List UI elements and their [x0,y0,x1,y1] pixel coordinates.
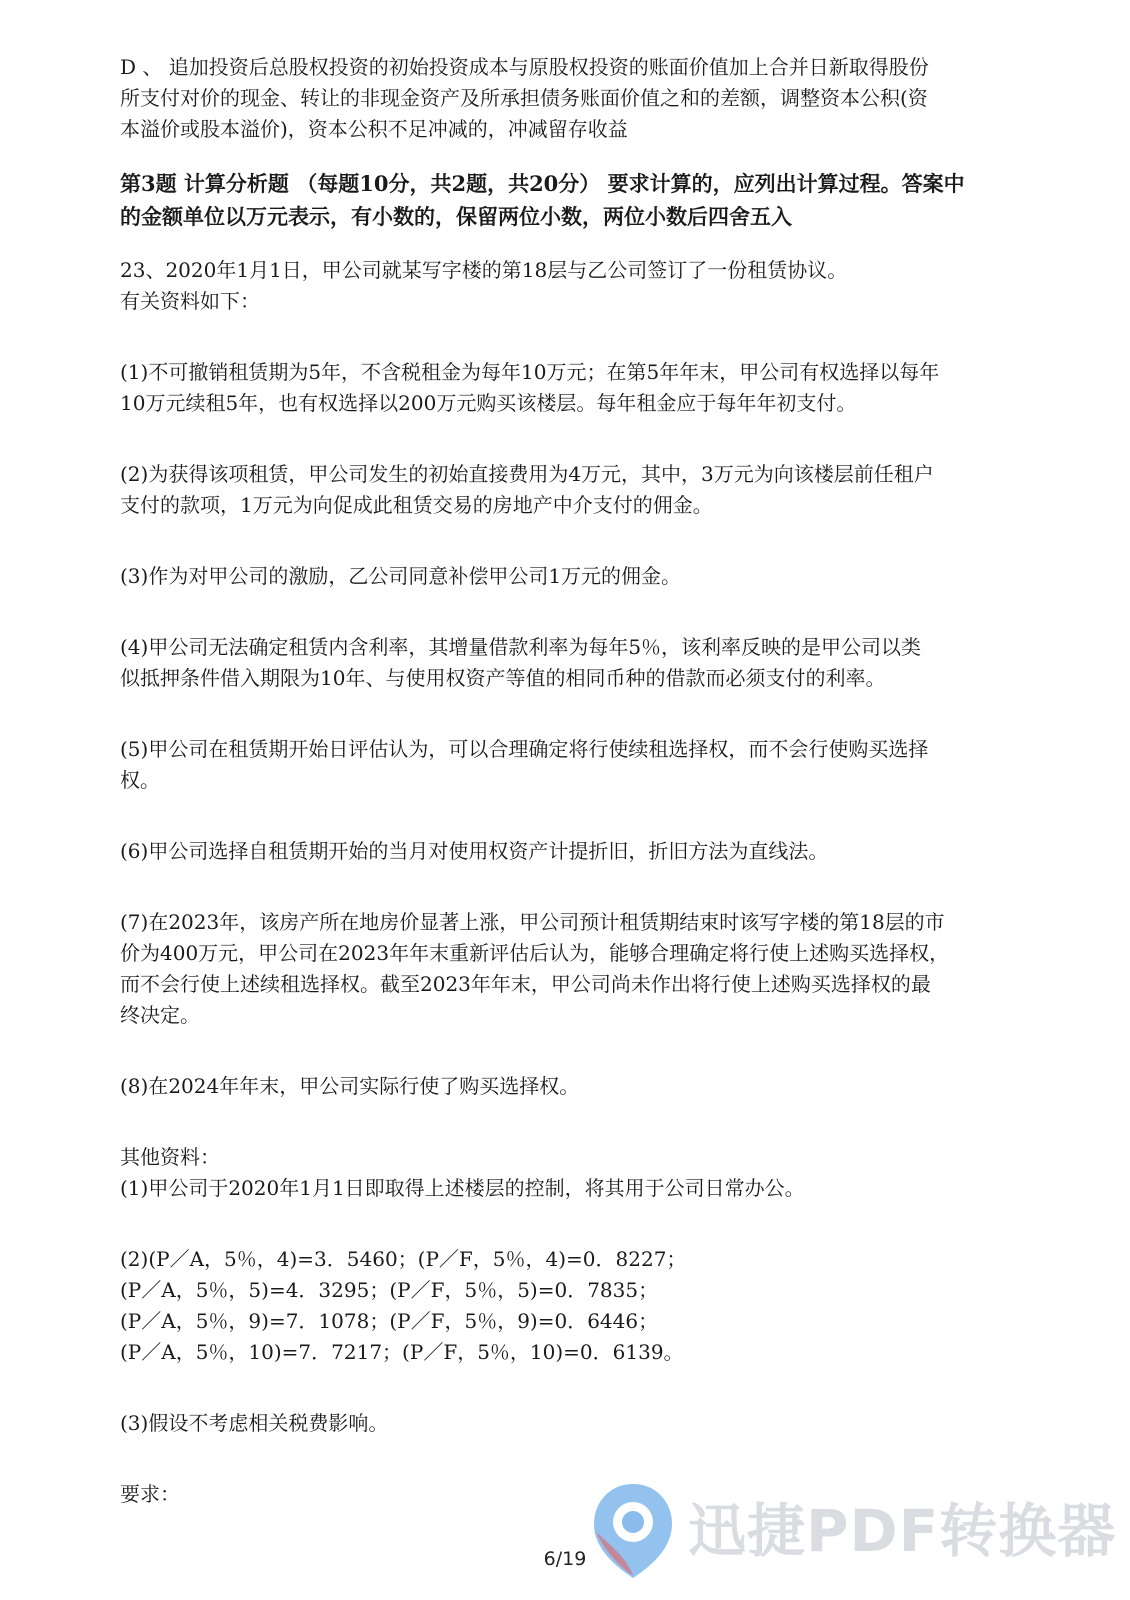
question-item-8 [120,1071,1000,1102]
question-item-6 [120,836,1000,867]
text-line: (5)甲公司在租赁期开始日评估认为，可以合理确定将行使续租选择权，而不会行使购买选择 [120,737,929,761]
text-line: 所支付对价的现金、转让的非现金资产及所承担债务账面价值之和的差额，调整资本公积(资 [120,86,928,110]
question-item-3 [120,561,1000,592]
text-line: D 、 追加投资后总股权投资的初始投资成本与原股权投资的账面价值加上合并日新取得股份 [120,55,929,79]
question-item-4 [120,632,1000,694]
text-line: 本溢价或股本溢价)，资本公积不足冲减的，冲减留存收益 [120,117,628,141]
factor-line: (2)(P／A，5％，4)=3．5460；(P／F，5％，4)=0．8227； [120,1247,687,1271]
requirement-label: 要求： [120,1482,180,1506]
tax-assumption [120,1408,1000,1439]
heading-line: 第3题 计算分析题 （每题10分，共2题，共20分） 要求计算的，应列出计算过程。答案中 [120,171,965,196]
watermark [588,1480,1118,1590]
text-line: 权。 [120,768,160,792]
text-line: (2)为获得该项租赁，甲公司发生的初始直接费用为4万元，其中，3万元为向该楼层前任租户 [120,462,934,486]
text-line: (4)甲公司无法确定租赁内含利率，其增量借款利率为每年5％，该利率反映的是甲公司以类 [120,635,922,659]
text-line: 10万元续租5年，也有权选择以200万元购买该楼层。每年租金应于每年年初支付。 [120,391,857,415]
text-line: (3)作为对甲公司的激励，乙公司同意补偿甲公司1万元的佣金。 [120,564,682,588]
factor-line: (P／A，5％，10)=7．7217；(P／F，5％，10)=0．6139。 [120,1340,684,1364]
heading-line: 的金额单位以万元表示，有小数的，保留两位小数，两位小数后四舍五入 [120,204,792,229]
other-info [120,1142,1000,1204]
other-info-title: 其他资料： [120,1145,220,1169]
text-line: 价为400万元，甲公司在2023年年末重新评估后认为，能够合理确定将行使上述购买选择权， [120,941,950,965]
factor-line: (P／A，5％，5)=4．3295；(P／F，5％，5)=0．7835； [120,1278,659,1302]
text-line: 而不会行使上述续租选择权。截至2023年年末，甲公司尚未作出将行使上述购买选择权的最 [120,972,931,996]
text-line: 似抵押条件借入期限为10年、与使用权资产等值的相同币种的借款而必须支付的利率。 [120,666,886,690]
text-line: (7)在2023年，该房产所在地房价显著上涨，甲公司预计租赁期结束时该写字楼的第18层的市 [120,910,945,934]
text-line: (1)甲公司于2020年1月1日即取得上述楼层的控制，将其用于公司日常办公。 [120,1176,805,1200]
question-intro [120,255,1000,317]
page-number: 6/19 [543,1548,587,1570]
question-item-7 [120,907,1000,1031]
text-line: (3)假设不考虑相关税费影响。 [120,1411,389,1435]
text-line: 23、2020年1月1日，甲公司就某写字楼的第18层与乙公司签订了一份租赁协议。 [120,258,848,282]
question-item-1 [120,357,1000,419]
question-item-2 [120,459,1000,521]
option-d [120,52,1000,145]
text-line: 终决定。 [120,1003,200,1027]
annuity-factors [120,1244,1000,1368]
page-content [120,52,1000,1510]
text-line: 有关资料如下： [120,289,260,313]
text-line: 支付的款项，1万元为向促成此租赁交易的房地产中介支付的佣金。 [120,493,713,517]
watermark-text: 迅捷PDF转换器 [688,1497,1117,1565]
section-heading [120,167,1000,233]
question-item-5 [120,734,1000,796]
text-line: (6)甲公司选择自租赁期开始的当月对使用权资产计提折旧，折旧方法为直线法。 [120,839,829,863]
text-line: (1)不可撤销租赁期为5年，不含税租金为每年10万元；在第5年年末，甲公司有权选择以每年 [120,360,940,384]
text-line: (8)在2024年年末，甲公司实际行使了购买选择权。 [120,1074,580,1098]
factor-line: (P／A，5％，9)=7．1078；(P／F，5％，9)=0．6446； [120,1309,659,1333]
